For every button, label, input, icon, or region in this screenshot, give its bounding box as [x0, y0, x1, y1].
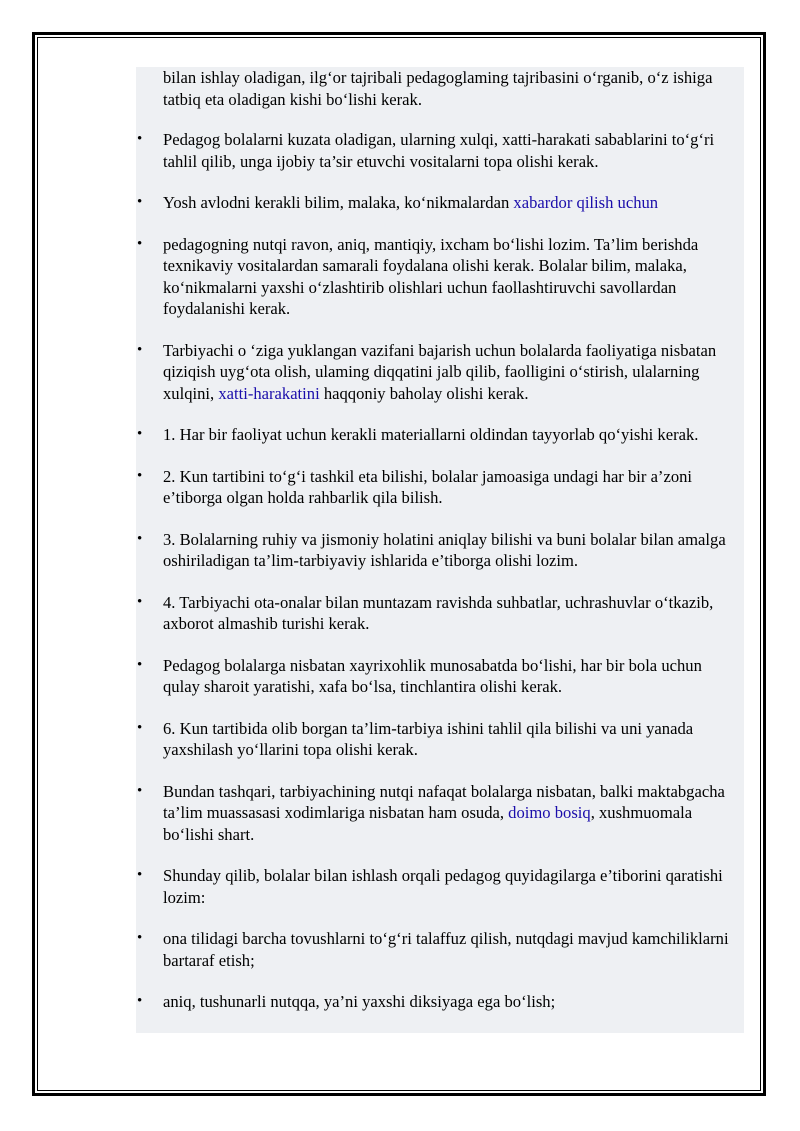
inline-link[interactable]: xabardor qilish uchun	[513, 193, 659, 212]
bullet-icon: •	[137, 593, 143, 610]
bullet-icon: •	[137, 993, 143, 1009]
bullet-paragraph	[136, 192, 744, 214]
paragraph-text: 1. Har bir faoliyat uchun kerakli materiallarni oldindan tayyorlab qo‘yishi kerak.	[163, 425, 699, 444]
paragraph-text: 4. Tarbiyachi ota-onalar bilan muntazam ravishda suhbatlar, uchrashuvlar o‘tkazib, axborot almashib turishi kerak.	[163, 592, 714, 633]
inline-link[interactable]: xatti-harakatini	[218, 383, 320, 403]
paragraph-text: 2. Kun tartibini to‘g‘i tashkil eta bilishi, bolalar jamoasiga undagi har bir a’zoni e’tiborga olgan holda rahbarlik qila bilish.	[163, 466, 693, 507]
inline-link[interactable]: doimo bosiq	[508, 803, 591, 822]
document-body	[136, 67, 744, 1033]
paragraph-text: Pedagog bolalarga nisbatan xayrixohlik munosabatda bo‘lishi, har bir bola uchun qulay sharoit yaratishi, xafa bo‘lsa, tinchlantira olishi kerak.	[163, 655, 702, 696]
bullet-paragraph	[136, 928, 744, 971]
paragraph-text: , xushmuomala bo‘lishi shart.	[163, 803, 693, 844]
bullet-paragraph	[136, 466, 744, 509]
continued-paragraph	[136, 67, 744, 110]
paragraph-text: Pedagog bolalarni kuzata oladigan, ularning xulqi, xatti-harakati sabablarini to‘g‘ri tahlil qilib, unga ijobiy ta’sir etuvchi vositalarni topa olishi kerak.	[163, 130, 715, 171]
paragraph-text: 3. Bolalarning ruhiy va jismoniy holatini aniqlay bilishi va buni bolalar bilan amalga oshiriladigan ta’lim-tarbiyaviy ishlarida e’tiborga olishi lozim.	[163, 529, 726, 570]
paragraph-text: Tarbiyachi o ‘ziga yuklangan vazifani bajarish uchun bolalarda faoliyatiga nisbatan qiziqish uyg‘ota olish, ulaming diqqatini jalb qilib, faolligini o‘stirish, ulalarning xulqini,	[163, 340, 717, 403]
bullet-icon: •	[137, 467, 143, 484]
bullet-paragraph	[136, 655, 744, 698]
bullet-paragraph	[136, 592, 744, 635]
bullet-icon: •	[137, 131, 143, 147]
bullet-icon: •	[137, 719, 143, 736]
bullet-icon: •	[137, 782, 143, 799]
bullet-icon: •	[137, 426, 143, 442]
bullet-paragraph	[136, 340, 744, 405]
paragraph-text: Bundan tashqari, tarbiyachining nutqi nafaqat bolalarga nisbatan, balki maktabgacha ta’lim muassasasi xodimlariga nisbatan ham osuda,	[163, 781, 725, 822]
bullet-icon: •	[137, 867, 143, 883]
paragraph-text: 6. Kun tartibida olib borgan ta’lim-tarbiya ishini tahlil qila bilishi va uni yanada yaxshilash yo‘llarini topa olishi kerak.	[163, 718, 694, 759]
bullet-icon: •	[137, 341, 143, 358]
bullet-paragraph	[136, 129, 744, 172]
bullet-icon: •	[137, 194, 143, 210]
bullet-paragraph	[136, 424, 744, 446]
bullet-icon: •	[137, 656, 143, 673]
paragraph-text: Yosh avlodni kerakli bilim, malaka, ko‘nikmalardan	[163, 193, 514, 212]
paragraph-text: bilan ishlay oladigan, ilg‘or tajribali pedagoglaming tajribasini o‘rganib, o‘z ishiga tatbiq eta oladigan kishi bo‘lishi kerak.	[163, 68, 713, 109]
paragraph-text: haqqoniy baholay olishi kerak.	[319, 383, 529, 403]
bullet-paragraph	[136, 991, 744, 1013]
paragraph-text: pedagogning nutqi ravon, aniq, mantiqiy, ixcham bo‘lishi lozim. Ta’lim berishda texnikaviy vositalardan samarali foydalana olishi kerak. Bolalar bilim, malaka, ko‘nikmalarni yaxshi o‘zlashtirib olishlari uchun faollashtiruvchi savollardan foydalanishi kerak.	[163, 234, 699, 318]
bullet-paragraph	[136, 529, 744, 572]
bullet-paragraph	[136, 865, 744, 908]
bullet-paragraph	[136, 234, 744, 320]
bullet-icon: •	[137, 530, 143, 547]
bullet-icon: •	[137, 930, 143, 946]
bullet-paragraph	[136, 781, 744, 846]
paragraph-text: ona tilidagi barcha tovushlarni to‘g‘ri talaffuz qilish, nutqdagi mavjud kamchiliklarni bartaraf etish;	[163, 929, 729, 970]
paragraph-text: aniq, tushunarli nutqqa, ya’ni yaxshi diksiyaga ega bo‘lish;	[163, 992, 556, 1011]
bullet-icon: •	[137, 235, 143, 252]
bullet-paragraph	[136, 718, 744, 761]
paragraph-text: Shunday qilib, bolalar bilan ishlash orqali pedagog quyidagilarga e’tiborini qaratishi lozim:	[163, 866, 723, 907]
